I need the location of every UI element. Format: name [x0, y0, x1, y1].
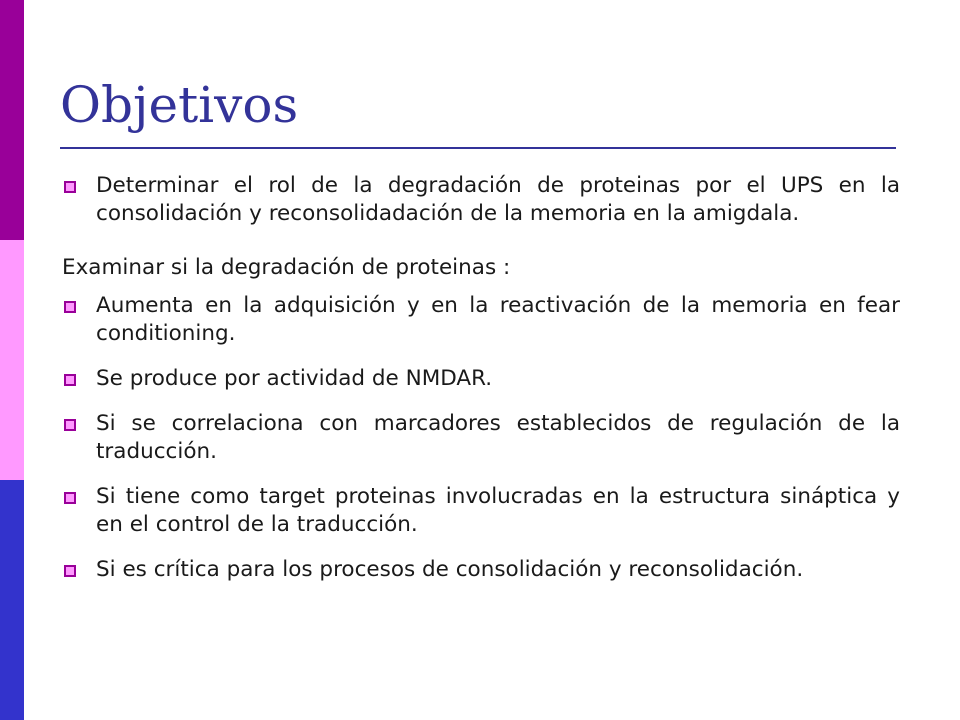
bullet-sub-objective	[62, 410, 900, 466]
bullet-text: Si es crítica para los procesos de consolidación y reconsolidación.	[96, 557, 804, 582]
side-bar-top	[0, 0, 24, 240]
slide-title: Objetivos	[60, 76, 299, 134]
bullet-text: Si se correlaciona con marcadores establecidos de regulación de la traducción.	[96, 411, 900, 464]
bullet-text: Determinar el rol de la degradación de proteinas por el UPS en la consolidación y reconsolidadación de la memoria en la amigdala.	[96, 173, 900, 226]
side-bar-bottom	[0, 480, 24, 720]
bullet-sub-objective	[62, 483, 900, 539]
bullet-text: Si tiene como target proteinas involucradas en la estructura sináptica y en el control de la traducción.	[96, 484, 900, 537]
square-bullet-icon	[64, 565, 76, 577]
bullet-text: Aumenta en la adquisición y en la reactivación de la memoria en fear conditioning.	[96, 293, 900, 346]
bullet-sub-objective	[62, 556, 900, 584]
square-bullet-icon	[64, 492, 76, 504]
side-bar-middle	[0, 240, 24, 480]
intro-text: Examinar si la degradación de proteinas :	[62, 255, 511, 280]
square-bullet-icon	[64, 419, 76, 431]
bullet-text: Se produce por actividad de NMDAR.	[96, 366, 493, 391]
bullet-main-objective	[62, 172, 900, 228]
slide-content	[62, 172, 900, 584]
square-bullet-icon	[64, 181, 76, 193]
title-underline	[60, 147, 896, 149]
bullet-sub-objective	[62, 292, 900, 348]
bullet-sub-objective	[62, 365, 900, 393]
square-bullet-icon	[64, 374, 76, 386]
square-bullet-icon	[64, 301, 76, 313]
